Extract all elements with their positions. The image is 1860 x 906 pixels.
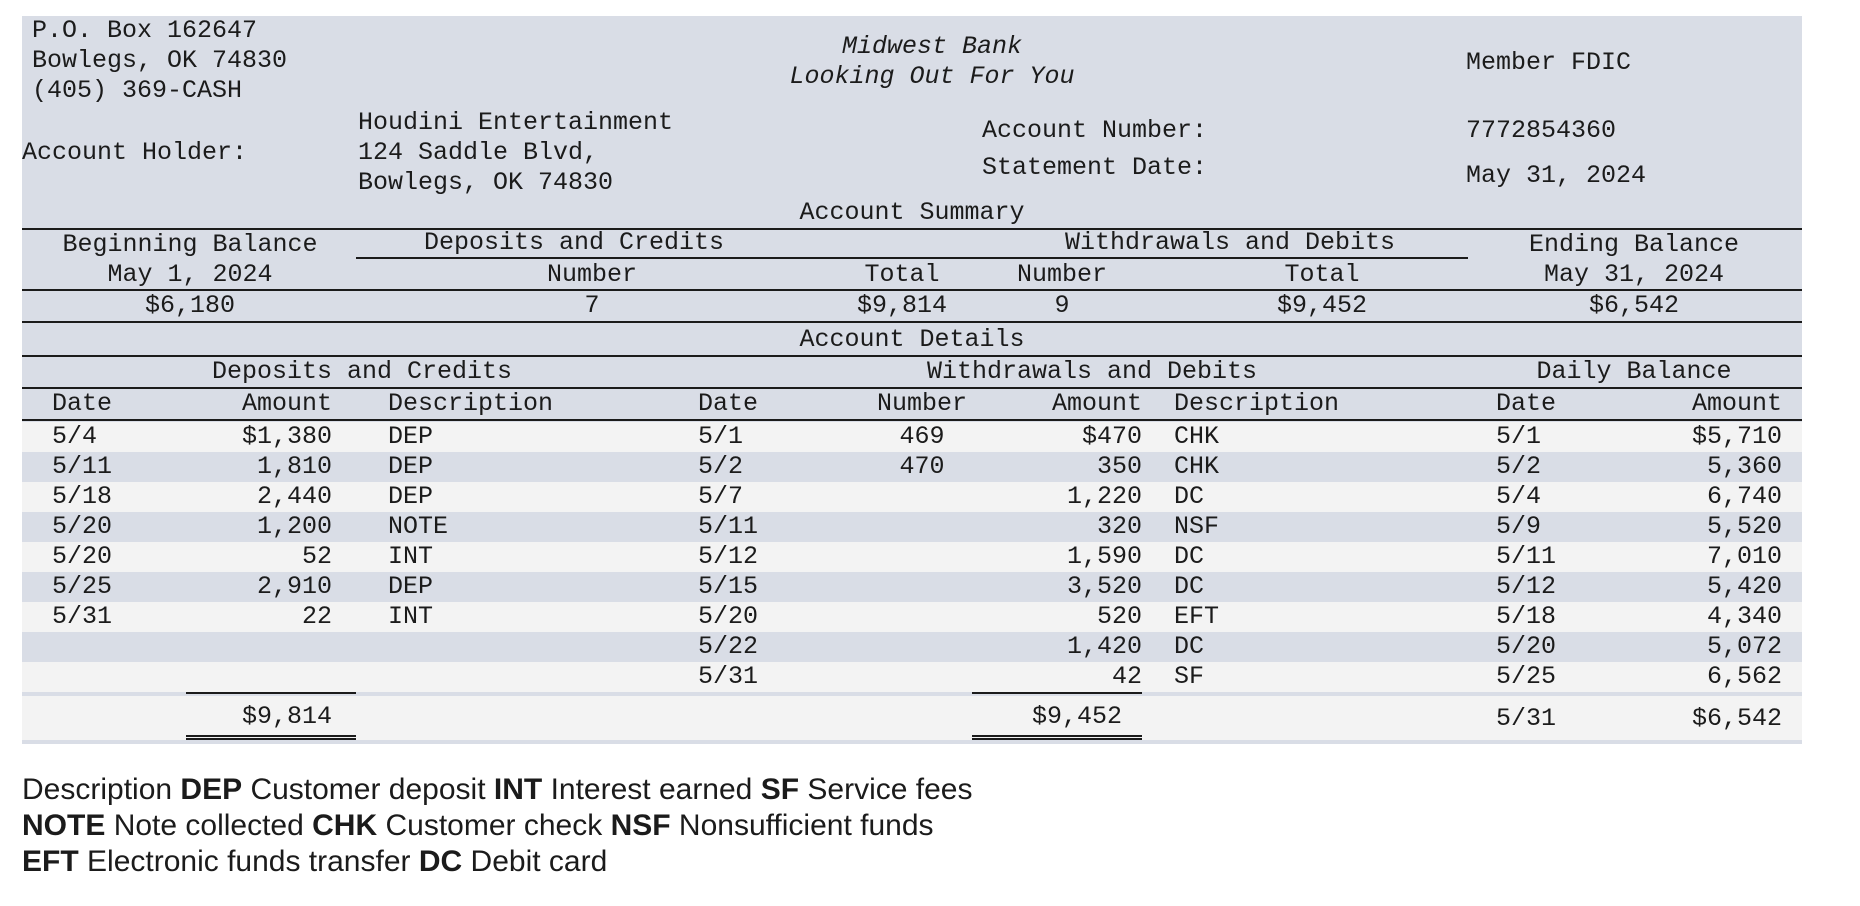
- cell-wd-date: 5/2: [698, 452, 744, 481]
- legend-text: Customer deposit: [250, 773, 486, 806]
- cell-dep-date: 5/11: [52, 452, 113, 481]
- cell-dep-date: 5/20: [52, 512, 113, 541]
- col-wd-amount: Amount: [1051, 389, 1142, 418]
- account-holder-label: Account Holder:: [22, 138, 248, 167]
- cell-dep-amount: 52: [301, 542, 332, 571]
- legend-code: INT: [493, 773, 543, 806]
- cell-dep-description: DEP: [388, 422, 434, 451]
- legend-line-3: [22, 844, 972, 880]
- cell-wd-amount: 1,590: [1066, 542, 1142, 571]
- details-deposits-total: $9,814: [241, 702, 332, 731]
- account-summary-title: Account Summary: [799, 198, 1025, 227]
- cell-wd-date: 5/15: [698, 572, 759, 601]
- member-fdic: Member FDIC: [1466, 48, 1632, 77]
- cell-dep-date: 5/20: [52, 542, 113, 571]
- cell-dep-amount: 1,200: [256, 512, 332, 541]
- cell-balance-date: 5/4: [1496, 482, 1542, 511]
- statement-date: May 31, 2024: [1466, 161, 1647, 190]
- cell-wd-description: CHK: [1174, 452, 1220, 481]
- legend-code: NSF: [610, 809, 671, 842]
- cell-dep-amount: $1,380: [241, 422, 332, 451]
- cell-balance-date: 5/12: [1496, 572, 1557, 601]
- cell-wd-number: 470: [899, 452, 945, 481]
- col-wd-number: Number: [876, 389, 967, 418]
- cell-dep-description: NOTE: [388, 512, 449, 541]
- bank-phone: (405) 369-CASH: [32, 76, 243, 105]
- cell-balance-date: 5/20: [1496, 632, 1557, 661]
- cell-dep-date: 5/31: [52, 602, 113, 631]
- cell-dep-amount: 2,910: [256, 572, 332, 601]
- cell-wd-description: DC: [1174, 632, 1205, 661]
- deposits-total-double-rule: [186, 735, 356, 740]
- legend-text: Nonsufficient funds: [678, 809, 934, 842]
- legend-text: Interest earned: [550, 773, 753, 806]
- beginning-balance-label: Beginning Balance: [62, 230, 318, 259]
- account-number-label: Account Number:: [982, 116, 1208, 145]
- cell-balance-amount: 6,562: [1706, 662, 1782, 691]
- summary-deposits-total: $9,814: [856, 291, 947, 320]
- legend-text: Electronic funds transfer: [87, 845, 411, 878]
- legend-line-1: [22, 772, 972, 808]
- cell-dep-description: DEP: [388, 452, 434, 481]
- col-db-amount: Amount: [1691, 389, 1782, 418]
- col-dep-date: Date: [52, 389, 113, 418]
- bank-city-line: Bowlegs, OK 74830: [32, 46, 288, 75]
- cell-wd-amount: 350: [1096, 452, 1142, 481]
- bank-name: Midwest Bank: [841, 32, 1023, 61]
- deposits-total-rule: [186, 692, 356, 694]
- cell-dep-amount: 2,440: [256, 482, 332, 511]
- cell-wd-date: 5/11: [698, 512, 759, 541]
- details-withdrawals-label: Withdrawals and Debits: [926, 357, 1258, 386]
- summary-deposits-number: 7: [584, 291, 600, 320]
- beginning-balance-amount: $6,180: [144, 291, 235, 320]
- details-withdrawals-total: $9,452: [1031, 702, 1122, 731]
- summary-deposits-label: Deposits and Credits: [423, 228, 725, 257]
- cell-balance-amount: 5,360: [1706, 452, 1782, 481]
- ending-balance-label: Ending Balance: [1528, 230, 1740, 259]
- account-holder-address-1: 124 Saddle Blvd,: [358, 138, 599, 167]
- legend-label: Description: [22, 773, 173, 806]
- cell-balance-amount: 5,520: [1706, 512, 1782, 541]
- bank-po-box: P.O. Box 162647: [32, 16, 258, 45]
- summary-deposits-number-label: Number: [546, 260, 637, 289]
- withdrawals-total-rule: [972, 692, 1142, 694]
- summary-deposits-total-label: Total: [864, 260, 940, 289]
- cell-wd-description: EFT: [1174, 602, 1220, 631]
- cell-dep-date: 5/4: [52, 422, 98, 451]
- account-number: 7772854360: [1466, 116, 1617, 145]
- cell-wd-amount: 1,220: [1066, 482, 1142, 511]
- cell-wd-description: DC: [1174, 542, 1205, 571]
- cell-balance-date: 5/25: [1496, 662, 1557, 691]
- cell-dep-date: 5/25: [52, 572, 113, 601]
- cell-dep-description: DEP: [388, 572, 434, 601]
- beginning-balance-date: May 1, 2024: [107, 260, 273, 289]
- legend-code: EFT: [22, 845, 79, 878]
- summary-withdrawals-total-label: Total: [1284, 260, 1360, 289]
- legend-text: Note collected: [113, 809, 304, 842]
- legend-code: NOTE: [22, 809, 106, 842]
- cell-balance-date: 5/1: [1496, 422, 1542, 451]
- cell-wd-amount: 320: [1096, 512, 1142, 541]
- summary-subheader-rule: [356, 257, 1468, 259]
- ending-balance-amount: $6,542: [1588, 291, 1679, 320]
- cell-balance-amount: 5,072: [1706, 632, 1782, 661]
- account-holder-address-2: Bowlegs, OK 74830: [358, 168, 614, 197]
- account-details-title: Account Details: [799, 325, 1025, 354]
- cell-wd-description: NSF: [1174, 512, 1220, 541]
- cell-dep-date: 5/18: [52, 482, 113, 511]
- cell-balance-date: 5/18: [1496, 602, 1557, 631]
- cell-balance-amount: $5,710: [1691, 422, 1782, 451]
- cell-wd-amount: $470: [1081, 422, 1142, 451]
- ending-balance-date: May 31, 2024: [1543, 260, 1725, 289]
- cell-dep-description: INT: [388, 542, 434, 571]
- withdrawals-total-double-rule: [972, 735, 1142, 740]
- cell-wd-date: 5/20: [698, 602, 759, 631]
- cell-wd-date: 5/12: [698, 542, 759, 571]
- description-legend: [22, 772, 972, 880]
- final-balance-amount: $6,542: [1691, 704, 1782, 733]
- col-dep-description: Description: [388, 389, 554, 418]
- cell-wd-date: 5/1: [698, 422, 744, 451]
- cell-wd-description: DC: [1174, 572, 1205, 601]
- statement-date-label: Statement Date:: [982, 153, 1208, 182]
- cell-dep-amount: 22: [301, 602, 332, 631]
- account-holder-name: Houdini Entertainment: [358, 108, 674, 137]
- legend-code: DC: [418, 845, 463, 878]
- cell-balance-amount: 4,340: [1706, 602, 1782, 631]
- legend-code: DEP: [180, 773, 243, 806]
- cell-dep-amount: 1,810: [256, 452, 332, 481]
- details-deposits-label: Deposits and Credits: [211, 357, 513, 386]
- col-db-date: Date: [1496, 389, 1557, 418]
- cell-wd-date: 5/7: [698, 482, 744, 511]
- summary-withdrawals-total: $9,452: [1276, 291, 1367, 320]
- cell-wd-date: 5/22: [698, 632, 759, 661]
- cell-balance-date: 5/11: [1496, 542, 1557, 571]
- col-dep-amount: Amount: [241, 389, 332, 418]
- legend-text: Customer check: [385, 809, 603, 842]
- details-daily-balance-label: Daily Balance: [1536, 357, 1732, 386]
- cell-wd-amount: 42: [1111, 662, 1142, 691]
- cell-wd-date: 5/31: [698, 662, 759, 691]
- cell-wd-amount: 1,420: [1066, 632, 1142, 661]
- summary-bottom-rule: [22, 321, 1802, 323]
- legend-code: SF: [760, 773, 800, 806]
- cell-dep-description: DEP: [388, 482, 434, 511]
- cell-dep-description: INT: [388, 602, 434, 631]
- legend-text: Service fees: [807, 773, 973, 806]
- cell-wd-number: 469: [899, 422, 945, 451]
- bank-statement: [22, 16, 1802, 744]
- cell-balance-date: 5/9: [1496, 512, 1542, 541]
- cell-wd-description: DC: [1174, 482, 1205, 511]
- summary-withdrawals-label: Withdrawals and Debits: [1064, 228, 1396, 257]
- bank-slogan: Looking Out For You: [789, 62, 1075, 91]
- final-balance-date: 5/31: [1496, 704, 1557, 733]
- legend-line-2: [22, 808, 972, 844]
- legend-text: Debit card: [470, 845, 608, 878]
- col-wd-description: Description: [1174, 389, 1340, 418]
- cell-wd-amount: 520: [1096, 602, 1142, 631]
- cell-balance-amount: 6,740: [1706, 482, 1782, 511]
- cell-balance-amount: 7,010: [1706, 542, 1782, 571]
- cell-wd-description: SF: [1174, 662, 1205, 691]
- legend-code: CHK: [312, 809, 378, 842]
- cell-balance-date: 5/2: [1496, 452, 1542, 481]
- summary-withdrawals-number: 9: [1054, 291, 1070, 320]
- cell-balance-amount: 5,420: [1706, 572, 1782, 601]
- summary-withdrawals-number-label: Number: [1016, 260, 1107, 289]
- details-header-rule: [22, 419, 1802, 421]
- cell-wd-description: CHK: [1174, 422, 1220, 451]
- col-wd-date: Date: [698, 389, 759, 418]
- cell-wd-amount: 3,520: [1066, 572, 1142, 601]
